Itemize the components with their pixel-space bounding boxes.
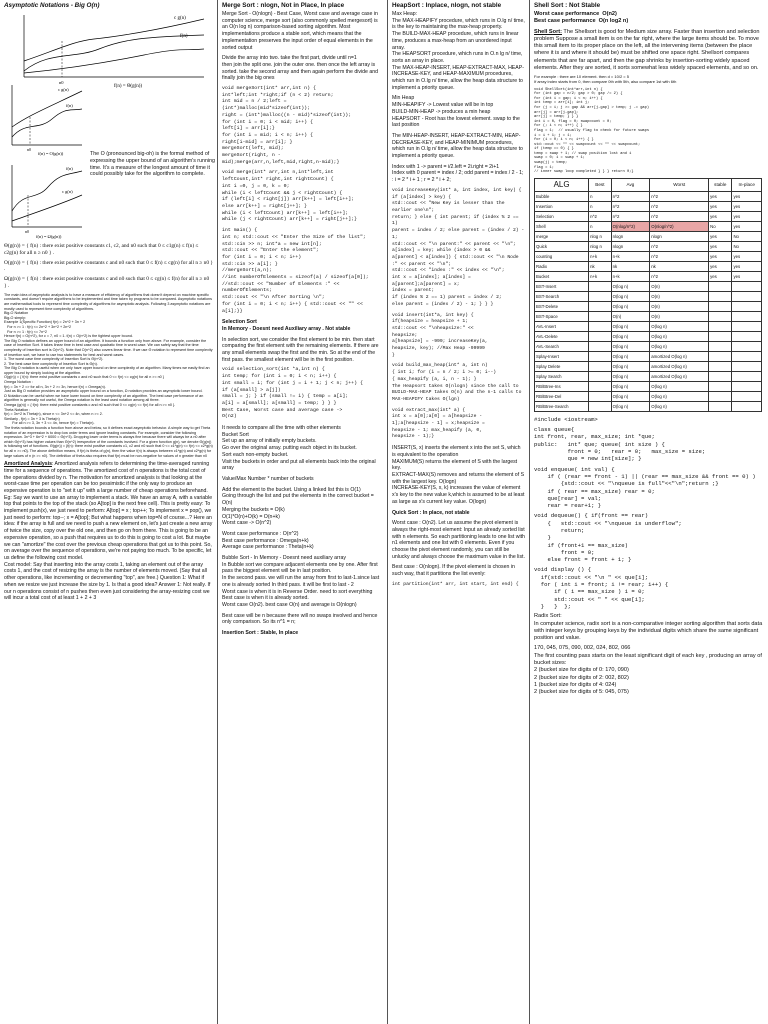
table-cell-avg: O(log n) (611, 341, 650, 351)
table-cell-inplace: yes (732, 251, 762, 261)
insertion-sort-title: Insertion Sort : Stable, In place (222, 630, 299, 637)
include-line: #include <iostream> (534, 415, 598, 423)
table-cell-stable (709, 301, 732, 311)
theta-definition: Θ(g(n)) = { f(n) : there exist positive constants c1, c2, and n0 such that 0 ≤ c1g(n) ≤ f(n) ≤ c2g(n) for all n ≥ n0 } . (4, 243, 200, 256)
table-cell-best (589, 321, 611, 331)
table-cell-stable: yes (709, 241, 732, 251)
quick-sort-title: Quick Sort : In place, not stable (392, 509, 470, 516)
table-cell-avg: O(log n) (611, 381, 650, 391)
column-asymptotic (0, 0, 218, 1024)
table-cell-alg: Bucket (535, 271, 589, 281)
table-cell-inplace (732, 341, 762, 351)
increase-key-code: void increaseKey(int* a, int index, int key) { if (a[index] > key) { std::cout << "New Key is lesser than the earlier one\n"; return; } else { int parent; if (index % 2 == 1) parent = index / 2; else parent = (index / 2) - 1; std::cout << "\n parent:" << parent << "\n"; a[index] = key; while (index > 0 && a[parent] < a[index]) { std::cout << "\n Node :" << parent << "\n"; std::cout << "index :" << index << "\n"; int x = a[index]; a[index] = a[parent];a[parent] = x; index = parent; if (index % 2 == 1) parent = index / 2; else parent = (index / 2) - 1; } } } (392, 187, 525, 307)
table-cell-best: n (589, 221, 611, 231)
table-cell-best (589, 371, 611, 381)
table-cell-worst: n^2 (650, 211, 709, 221)
bigo-label-c: c g(n) (58, 87, 69, 92)
table-cell-best: nlog n (589, 231, 611, 241)
table-row (535, 391, 762, 401)
table-cell-alg: Splay-Insert (535, 351, 589, 361)
table-cell-stable (709, 291, 732, 301)
table-cell-best (589, 311, 611, 321)
table-cell-best (589, 291, 611, 301)
table-cell-avg: O(log n) (611, 301, 650, 311)
table-row (535, 211, 762, 221)
shell-sort-body: The Shellsort is good for Medium size array. Faster than insertion and selection problem Suppose a small item is on the far right, where the large items should be. To move this small item to its proper place on the left, all the intervening items (between the place where it is and where it should be) must be shifted one space right. Shellsort compares elements that are far apart, and then the gap shrinks by insertion-sorting widely spaced elements. After they are sorted, it sorts somewhat less widely spaced elements, and so on. (534, 28, 762, 72)
theta-graph (4, 11, 214, 89)
table-row (535, 201, 762, 211)
table-cell-best (589, 341, 611, 351)
col-header-stable: stable (709, 178, 732, 191)
table-cell-alg: AVL-Delete (535, 331, 589, 341)
table-cell-inplace (732, 291, 762, 301)
col-header-best: Best (589, 178, 611, 191)
insert-code: void insert(int*a, int key) { if(heapsize = heapsize + 1; std::cout << "\nheapsize:" << heapsize; a[heapsize] = -999; increaseKey(a, heapsize, key); //Max Heap -99999 } (392, 312, 488, 358)
extract-max-code: void extract_max(int* a) { int x = a[0];a[0] = a[heapsize - 1];a[heapsize - 1] = x;heapsize = heapsize - 1; max_heapify (a, 0, heapsize - 1);} (392, 407, 485, 440)
table-cell-alg: Insertion (535, 201, 589, 211)
table-cell-avg: n+k (611, 251, 650, 261)
omega-label-f: f(n) (66, 166, 73, 171)
section-title-asymptotic: Asymptotic Notations - Big O(n) (4, 2, 100, 9)
table-cell-avg: nk (611, 261, 650, 271)
table-cell-stable (709, 341, 732, 351)
table-row (535, 321, 762, 331)
max-heap-notes: Max Heap: The MAX-HEAPIFY procedure, which runs in O.lg n/ time, is the key to maintaining the max-heap property. The BUILD-MAX-HEAP procedure, which runs in linear time, produces a max-heap from an unordered input array. The HEAPSORT procedure, which runs in O.n lg n/ time, sorts an array in place. The MAX-HEAP-INSERT, HEAP-EXTRACT-MAX, HEAP-INCREASE-KEY, and HEAP-MAXIMUM procedures, which run in O.lg n/ time, allow the heap data structure to implement a priority queue. (392, 11, 525, 91)
table-cell-inplace (732, 361, 762, 371)
radix-sort-example: 170, 045, 075, 090, 002, 024, 802, 066 The first counting pass starts on the least significant digit of each key , producing an array of bucket sizes: 2 (bucket size for digits of 0: 170, 090) 2 (bucket size for digits of 2: 002, 802) 1 (bucket size for digits of 4: 024) 2 (bucket size for digits of 5: 045, 075) (534, 645, 762, 696)
table-cell-alg: RB/Btree-Ins (535, 381, 589, 391)
table-cell-avg: nlogn (611, 241, 650, 251)
big-o-description: The O (pronounced big-oh) is the formal method of expressing the upper bound of an algorithm's running time. It's a measure of the longest amount of time it could possibly take for the algorithm to complete. (90, 151, 215, 178)
table-row (535, 271, 762, 281)
table-row (535, 261, 762, 271)
merge-code: void merge(int* arr,int n,int*left,int leftCount,int* right,int rightCount) { int i =0, j = 0, k = 0; while (i < leftCount && j < rightCount) { if (left[i] < right[j]) arr[k++] = left[i++]; else arr[k++] = right[j++]; } while (i < leftCount) arr[k++] = left[i++]; while (j < rightCount) arr[k++] = right[j++];} (222, 170, 358, 223)
table-cell-worst: n^2 (650, 271, 709, 281)
table-cell-inplace: yes (732, 191, 762, 201)
table-cell-inplace (732, 381, 762, 391)
table-cell-best (589, 401, 611, 411)
table-cell-worst: n^2 (650, 241, 709, 251)
table-cell-stable: No (709, 221, 732, 231)
table-cell-worst: O(n) (650, 281, 709, 291)
table-cell-stable (709, 361, 732, 371)
amortized-analysis (4, 461, 213, 602)
table-cell-inplace (732, 371, 762, 381)
table-cell-alg: BST-Delete (535, 301, 589, 311)
table-cell-avg: O(log n) (611, 351, 650, 361)
table-cell-avg: O(n) (611, 311, 650, 321)
table-cell-inplace (732, 331, 762, 341)
table-row (535, 401, 762, 411)
merge-sort-intro: Merge Sort - O(nlogn) - Best Case, Worst case and average case in computer science, merge sort (also commonly spelled mergesort) is an O(n log n) comparison-based sorting algorithm. Most implementations produce a stable sort, which means that the implementation preserves the input order of equal elements in the sorted output (222, 11, 380, 51)
table-cell-stable (709, 381, 732, 391)
table-cell-avg: O(log n) (611, 361, 650, 371)
table-cell-best (589, 331, 611, 341)
bucket-formula: Value/Max Number * number of buckets (222, 476, 314, 482)
col-header-inplace: In-place (732, 178, 762, 191)
table-cell-stable: yes (709, 251, 732, 261)
table-row (535, 331, 762, 341)
build-max-heap-code: void build_max_heap(int* a, int n) { int i; for (i = n / 2; i >= 0; i--) { max_heapify (a, i, n - 1); } The Heapsort takes O(nlogn) since the call to BUILD-MAX-HEAP takes O(n) and the n-1 calls to MAX-HEAPIFY takes O(lgn) (392, 363, 522, 402)
col-header-alg: ALG (535, 178, 589, 191)
table-cell-best: nk (589, 261, 611, 271)
bigo-definition: O(g(n)) = { f(n) : there exist positive constants c and n0 such that 0 ≤ f(n) ≤ cg(n) for all n ≥ n0 } . (4, 259, 215, 273)
table-cell-alg: merge (535, 231, 589, 241)
table-cell-alg: counting (535, 251, 589, 261)
complexity-table-header (535, 178, 762, 191)
table-cell-alg: RB/Btree-Search (535, 401, 589, 411)
table-cell-inplace (732, 391, 762, 401)
table-row (535, 291, 762, 301)
table-row (535, 381, 762, 391)
table-row (535, 341, 762, 351)
bigo-label-f: f(n) (66, 103, 73, 108)
table-cell-avg: n^2 (611, 201, 650, 211)
table-cell-best (589, 351, 611, 361)
heap-index-rules: Index with 1 -> parent = i/2.left = 2i.right = 2i+1 Index with 0 parent = index / 2; odd parent = index / 2 - 1; : i = 2 * i + 1 ; r = 2 * i + 2; (392, 163, 524, 184)
merge-sort-code: void mergeSort(int* arr,int n) { int*left;int *right;if (n < 2) return; int mid = n / 2;left = (int*)malloc(mid*sizeof(int)); right = (int*)malloc((n - mid)*sizeof(int)); for (int i = 0; i < mid; i++) { left[i] = arr[i];} for (int i = mid; i < n; i++) { right[i-mid] = arr[i]; } mergeSort(left, mid); mergeSort(right, n - mid);merge(arr,n,left,mid,right,n-mid);} (222, 86, 352, 165)
table-cell-worst: O(nlog/n^2) (650, 221, 709, 231)
table-cell-avg: O(nlog/n^2) (611, 221, 650, 231)
table-cell-avg: n^2 (611, 191, 650, 201)
priority-queue-ops: INSERT(S, x) inserts the element x into the set S, which is equivalent to the operation MAXIMUM(S) returns the element of S with the largest key. EXTRACT-MAX(S) removes and returns the element of S with the largest key. O(logn) INCREASE-KEY(S, x, k) increases the value of element x's key to the new value k,which is assumed to be at least as large as x's current key value. O(logn) (392, 445, 525, 505)
bigo-graph (4, 81, 84, 157)
section-title-heap-sort: HeapSort : Inplace, nlogn, not stable (392, 2, 502, 9)
table-cell-alg: Splay Search (535, 371, 589, 381)
table-cell-worst: n^2 (650, 251, 709, 261)
table-cell-inplace: yes (732, 221, 762, 231)
table-cell-inplace (732, 401, 762, 411)
table-cell-avg: O(log n) (611, 321, 650, 331)
table-row (535, 231, 762, 241)
table-cell-worst: O(log n) (650, 331, 709, 341)
table-cell-worst: O(n) (650, 311, 709, 321)
table-cell-worst: n^2 (650, 201, 709, 211)
radix-sort-notes: Radix Sort: In computer science, radix sort is a non-comparative integer sorting algorithm that sorts data with integer keys by grouping keys by the individual digits which share the same significant position and value. (534, 613, 763, 642)
table-row (535, 361, 762, 371)
column-shell-sort (530, 0, 768, 1024)
table-row (535, 371, 762, 381)
table-cell-alg: Shell (535, 221, 589, 231)
display-code: void display () { if(std::cout << "\n " << que[i]; for ( int i = front; i != rear; i++) { if ( i == max_size ) i = 0; std::cout << " " << que[i]; } } }; (534, 566, 669, 610)
table-cell-stable: yes (709, 231, 732, 241)
amortized-title: Amortized Analysis (4, 461, 52, 468)
theta-label-f: f(n) (180, 34, 188, 39)
table-cell-stable (709, 371, 732, 381)
col-header-worst: Worst (650, 178, 709, 191)
bubble-sort-notes: Bubble Sort - In Memory - Doesnt need auxiliary array In Bubble sort we compare adjacent elements one by one. After first pass the biggest element will be in last position. In the second pass. we will run the array from first to last-1.since last one is already sorted In third pass. it will be first to last - 2 Worst case is when it is in Reverse Order. need to sort everything Best case is when it is already sorted. Worst case O(n2). best case O(n) and average is O(nlogn) (222, 555, 380, 608)
table-cell-alg: AVL-Insert (535, 321, 589, 331)
omega-definition: Ω(g(n)) = { f(n) : there exist positive constants c and n0 such that 0 ≤ cg(n) ≤ f(n) for all n ≥ n0 } . (4, 276, 211, 289)
column-merge-sort (218, 0, 388, 1024)
selection-sort-title: Selection Sort In Memory - Doesnt need Auxiliary array . Not stable (222, 319, 351, 332)
table-cell-inplace (732, 351, 762, 361)
selection-sort-code: void selection_sort(int *a,int n) { int temp; for (int i = 0; i < n; i++) { int small = i; for (int j = i + 1; j < n; j++) { if (a[small] > a[j]) small = j; } if (small != i) { temp = a[i]; a[i] = a[small]; a[small] = temp; } } } Best Case, Worst case and average case -> O(n2) (222, 367, 363, 420)
dequeue-code: void dequeue() { if(front == rear) { std::cout << "\nqueue is underflow"; return; } if (front+1 == max_size) front = 0; else front = front + 1; } (534, 512, 682, 564)
table-cell-best (589, 381, 611, 391)
table-row (535, 241, 762, 251)
table-cell-best (589, 281, 611, 291)
asymptotic-graphs (4, 11, 213, 243)
omega-caption: f(n) = Ω(g(n)) (36, 234, 62, 239)
table-cell-avg: nlogn (611, 231, 650, 241)
table-cell-avg: O(log n) (611, 281, 650, 291)
table-cell-worst: O(log n) (650, 341, 709, 351)
table-row (535, 191, 762, 201)
shell-sort-code: void ShellSort(int*arr,int n) { for (int gap = n/2; gap > 0; gap /= 2) { for (int i = gap; i < n; i++) { int temp = arr[i]; int j; for (j = i; j >= gap && arr[j-gap] > temp; j -= gap) arr[j] = arr[j-gap]; arr[j] = temp; } } } int i = 0, flag = 0; swapcount = 0; for (; i < n; i++) { } flag = 1; // usually flag to check for future swaps i = i + 1; j = 1; for (i = 0; i < n; i++) { } std::cout << "" << swapcount << "" << swapcount; if (temp == 0) { } temp = swap + 1; // swap position lost and i swap = 0; i = swap + 1; swap(j) = temp; flag = 1; // inner swap loop completed } } } return 0;} (534, 87, 650, 175)
table-cell-best: n^2 (589, 211, 611, 221)
table-cell-inplace (732, 321, 762, 331)
bigo-caption: f(n) = O(g(n)) (38, 151, 64, 156)
table-cell-worst: amortized O(log n) (650, 351, 709, 361)
table-cell-alg: RB/Btree-Del (535, 391, 589, 401)
table-cell-avg: n+k (611, 271, 650, 281)
queue-class-code: class queue{ int front, rear, max_size; int *que; public: int* que; queue( int size ) { front = 0; rear = 0; max_size = size; que = new int[size]; } (534, 426, 706, 463)
table-row (535, 301, 762, 311)
table-cell-best (589, 391, 611, 401)
table-cell-alg: Selection (535, 211, 589, 221)
table-cell-stable (709, 281, 732, 291)
table-cell-alg: Splay Delete (535, 361, 589, 371)
table-cell-alg: AVL-Search (535, 341, 589, 351)
theta-caption: f(n) = Θ(g(n)) (114, 84, 143, 89)
table-cell-inplace: yes (732, 261, 762, 271)
shell-sort-label: Shell Sort: (534, 28, 562, 35)
table-cell-avg: O(log n) (611, 291, 650, 301)
table-cell-worst: nk (650, 261, 709, 271)
complexity-table-body (535, 191, 762, 411)
table-cell-alg: Radix (535, 261, 589, 271)
theta-label-upper: c g(n) (174, 16, 186, 21)
bucket-performance: Worst case performance : O(n^2) Best case performance : Omega(n+k) Average case performance : Theta(n+k) (222, 530, 314, 551)
table-cell-worst: O(log n) (650, 401, 709, 411)
table-cell-alg: BST-Space (535, 311, 589, 321)
table-cell-alg: BST-Insert (535, 281, 589, 291)
table-cell-inplace (732, 301, 762, 311)
enqueue-code: void enqueue( int val) { if ( (rear == front - 1) || (rear == max_size && front == 0) ) {std::cout << "\nqueue is full"<<"\n";return ;} if ( rear == max_size) rear = 0; que[rear] = val; rear = rear+1; } (534, 465, 756, 510)
table-cell-alg: BST-Search (535, 291, 589, 301)
table-cell-worst: amortized O(log n) (650, 361, 709, 371)
bucket-sort-notes: It needs to compare all the time with other elements Bucket Sort Set up an array of initially empty buckets. Go over the original array. putting each object in its bucket. Sort each non-empty bucket. Visit the buckets in order and put all elements back into the original array (222, 425, 376, 472)
table-cell-avg: n^2 (611, 211, 650, 221)
amortized-body: : Amortized analysis refers to determining the time-averaged running time for a sequence of operations. The amortized cost of n operations is the total cost of the operations divided by n. The motivation for amortized analysis is that looking at the worst-case time per operation can be too pessimistic if the only way to produce an expensive operation is to "set it up" with a large number of cheap operations beforehand. Eg: Say we want to use an array to implement a stack. We have an array A, with a variable top that points to the top of the stack (so A[top] is the next free cell). This is pretty easy: To implement push(x), we just need to perform: A[top] = x ; top++; To implement x = pop(), we just need to perform: top--; x = A[top]; But what happens when top=N of course...? Here an idea: if the array is full and we need to push a new element on, let's just create a new array of twice the size, copy over the old one, and then go on from there. This is going to be an expensive operation, so a push that requires us to do this is going to cost a lot. But maybe we can "amortize" the cost over the previous cheap operations that got us to this point. So, on average over the sequence of operations, we're not paying too much. To be specific, let us define the following cost model. Cost model: Say that inserting into the array costs 1, taking an element out of the array costs 1, and the cost of resizing the array is the number of elements moved. (Say that all other operations, like incrementing or decrementing "top", are free.) Question 1: What if when we resize we just increase the size by 1. Is that a good idea? Answer 1: Not really. If our n operations consist of n pushes then even just considering the array-resizing cost we will incur a total cost of at least 1 + 2 + 3 (4, 461, 213, 602)
min-heap-priority: The MIN-HEAP-INSERT, HEAP-EXTRACT-MIN, HEAP-DECREASE-KEY, and HEAP-MINIMUM procedures, which run in O.lg n/ time, allow the heap data structure to implement a priority queue. (392, 132, 525, 160)
bucket-complexity: Add the element to the bucket. Using a linked list this is O(1) Going through the list and put the elements in the correct bucket = O(n) Merging the buckets = O(k) O(1)*O(n)+O(k) = O(n+k) Worst case -> O(n^2) (222, 486, 374, 527)
table-cell-best: n (589, 191, 611, 201)
complexity-table (534, 178, 762, 412)
omega-label-n0: n0 (25, 229, 29, 234)
table-cell-stable (709, 391, 732, 401)
table-cell-inplace: yes (732, 211, 762, 221)
table-row (535, 221, 762, 231)
min-heap-notes: Min Heap MIN-HEAPIFY -> Lowest value will be in top BUILD-MIN-HEAP -> produces a min heap HEAPSORT - Root has the lowest element. swap to the last position (392, 95, 520, 129)
table-row (535, 251, 762, 261)
partition-code: int partition(int* arr, int start, int end) { (392, 581, 519, 587)
quick-sort-worst: Worst case : O(n2). Let us assume the pivot element is always the right-most element: Input an already sorted list with n elements. So each partitioning leads to one list with n1 elements and one list with 0 elements. Even if you choose the pivot element randomly, you can still be unlucky and always choose the maximum value in the list. (392, 520, 527, 560)
quick-sort-best: Best case : O(nlogn). If the pivot element is chosen in such way, that it partitions the list evenly: (392, 564, 517, 578)
table-cell-stable: yes (709, 191, 732, 201)
selection-sort-body: In selection sort, we consider the first element to be min. then start comparing the first element with the remaining elements. If there are any small elements swap the first and the min. So at the end of the first pass. the smallest element will be in the first position. (222, 336, 381, 363)
table-cell-best: n+k (589, 251, 611, 261)
table-cell-avg: O(log n) (611, 391, 650, 401)
table-cell-worst: n^2 (650, 191, 709, 201)
omega-label-c: c g(n) (62, 189, 73, 194)
table-cell-alg: Quick (535, 241, 589, 251)
table-cell-inplace (732, 281, 762, 291)
merge-sort-steps: Divide the array into two. take the first part, divide until n=1 then join the split one. join the outer one. then once the left array is sorted. take the second array and then again perform the divide and finally join the big ones (222, 55, 379, 82)
section-title-merge-sort: Merge Sort : nlogn, Not in Place, In place (222, 2, 345, 9)
omega-graph (4, 161, 84, 241)
table-cell-worst: O(n) (650, 291, 709, 301)
section-title-shell-sort: Shell Sort : Not Stable (534, 2, 601, 9)
table-cell-worst: O(n) (650, 301, 709, 311)
table-cell-stable: yes (709, 211, 732, 221)
table-cell-best: n (589, 201, 611, 211)
table-cell-stable: yes (709, 261, 732, 271)
table-cell-worst: O(log n) (650, 391, 709, 401)
table-cell-inplace: No (732, 231, 762, 241)
table-cell-inplace: yes (732, 271, 762, 281)
shell-sort-example: For example : there are 10 element. then d = 10/2 = 5 If array index starts from 0, then compare 0th with 5th, also compare 1st with 6th (534, 74, 677, 84)
table-cell-best (589, 301, 611, 311)
table-cell-inplace (732, 311, 762, 321)
table-cell-stable: yes (709, 271, 732, 281)
table-cell-worst: nlogn (650, 231, 709, 241)
theta-label-n0: n0 (59, 80, 64, 85)
table-row (535, 311, 762, 321)
col-header-avg: Avg (611, 178, 650, 191)
table-cell-stable (709, 311, 732, 321)
asymptotic-notes: The main idea of asymptotic analysis is to have a measure of efficiency of algorithms that doesn't depend on machine specific constants, and doesn't require algorithms to be implemented and time taken by programs to be compared. Asymptotic notations are mathematical tools to represent time complexity of algorithms for asymptotic analysis. Following 3 asymptotic notations are mostly used to represent time complexity of algorithms. Big-O Notation Big-O simply: Example 1(Specific Function) f(n) = 2n^2 + 3n + 2 For n >= 1 : f(n) <= 2n^2 + 3n^2 + 2n^2 For n >= 1 : f(n) <= 7n^2 Hence f(n) = O(n^2), for c = 7, n0 = 1. f(n) = O(n^2) is the tightest upper bound. The Big O notation defines an upper bound of an algorithm. It bounds a function only from above. For example, consider the case of Insertion Sort. It takes linear time in best case and quadratic time in worst case. We can safely say that the time complexity of Insertion sort is O(n^2). Note that O(n^2) also covers linear time. If we use Θ notation to represent time complexity of Insertion sort, we have to use two statements for best and worst cases. 1. The worst case time complexity of Insertion Sort is Θ(n^2). 2. The best case time complexity of Insertion Sort is Θ(n). The Big O notation is useful when we only have upper bound on time complexity of an algorithm. Many times we easily find an upper bound by simply looking at the algorithm. O(g(n)) = { f(n): there exist positive constants c and n0 such that 0 <= f(n) <= cg(n) for all n >= n0 } Omega Notation : f(n) = 3n + 2 => for all n, 3n + 2 >= 3n, hence f(n) = Omega(n). Just as Big O notation provides an asymptotic upper bound on a function, Ω notation provides an asymptotic lower bound. Ω Notation can be useful when we have lower bound on time complexity of an algorithm. The best case performance of an algorithm is generally not useful, the Omega notation is the least used notation among all three. Omega (g(n)) = { f(n): there exist positive constants c and n0 such that 0 <= cg(n) <= f(n) for all n >= n0 }. Theta Notation : f(n) = 3n+2 is Theta(n), since n <= 3n+2 <= 4n, when n >= 2. Similarly , f(n) = 3n + 3 is Theta(n) For all n >= 3, 3n + 3 <= 4n, hence f(n) = Theta(n). The theta notation bounds a function from above and below, so it defines exact asymptotic behavior. A simple way to get Theta notation of an expression is to drop low order terms and ignore leading constants. For example, consider the following expression. 3n^3 + 6n^2 + 6000 = Θ(n^3). Dropping lower order terms is always fine because there will always be a n0 after which Θ(n^3) has higher values than Θ(n^2) irrespective of the constants involved. For a given function g(n), we denote Θ(g(n)) is following set of functions. Θ(g(n)) = {f(n): there exist positive constants c1, c2 and n0 such that 0 <= c1*g(n) <= f(n) <= c2*g(n) for all n >= n0}. The above definition means, if f(n) is theta of g(n), then the value f(n) is always between c1*g(n) and c2*g(n) for large values of n (n >= n0). The definition of theta also requires that f(n) must be non-negative for values of n greater than n0 (4, 292, 213, 458)
table-row (535, 351, 762, 361)
table-cell-best (589, 361, 611, 371)
table-cell-stable (709, 331, 732, 341)
table-cell-worst: O(log n) (650, 321, 709, 331)
table-cell-stable (709, 401, 732, 411)
table-cell-avg: O(log n) (611, 331, 650, 341)
table-cell-best: n+k (589, 271, 611, 281)
table-cell-inplace: yes (732, 201, 762, 211)
table-cell-avg: O(log n) (611, 401, 650, 411)
bubble-best-case: Best case will be n because there will no swaps involved and hence only comparison. So its n^1 = n; (222, 612, 379, 626)
bigo-label-n0: n0 (27, 147, 31, 152)
table-cell-inplace: No (732, 241, 762, 251)
table-cell-worst: O(log n) (650, 381, 709, 391)
main-code: int main() { int n; std::cout << "Enter the Size of the list"; std::cin >> n; int*a = new int[n]; std::cout << "Enter the element"; for (int i = 0; i < n; i++) std::cin >> a[i]; } //mergeSort(a,n); //int numberOfElements = sizeof(a) / sizeof(a[0]); //std::cout << "Number of Elements :" << numberOfElements; std::cout << "\n After Sorting \n"; for (int i = 0; i < n; i++) { std::cout << "" << a[i];}} (222, 228, 369, 314)
table-cell-alg: Bubble (535, 191, 589, 201)
table-cell-worst: amortized O(log n) (650, 371, 709, 381)
shell-sort-performance: Worst case performance O(n2) Best case performance O(n log2 n) (534, 11, 629, 25)
table-cell-stable (709, 321, 732, 331)
table-cell-avg: O(log n) (611, 371, 650, 381)
table-cell-stable: yes (709, 201, 732, 211)
table-cell-stable (709, 351, 732, 361)
table-cell-best: nlog n (589, 241, 611, 251)
table-row (535, 281, 762, 291)
column-heap-sort (388, 0, 530, 1024)
shell-sort-description (534, 29, 764, 73)
